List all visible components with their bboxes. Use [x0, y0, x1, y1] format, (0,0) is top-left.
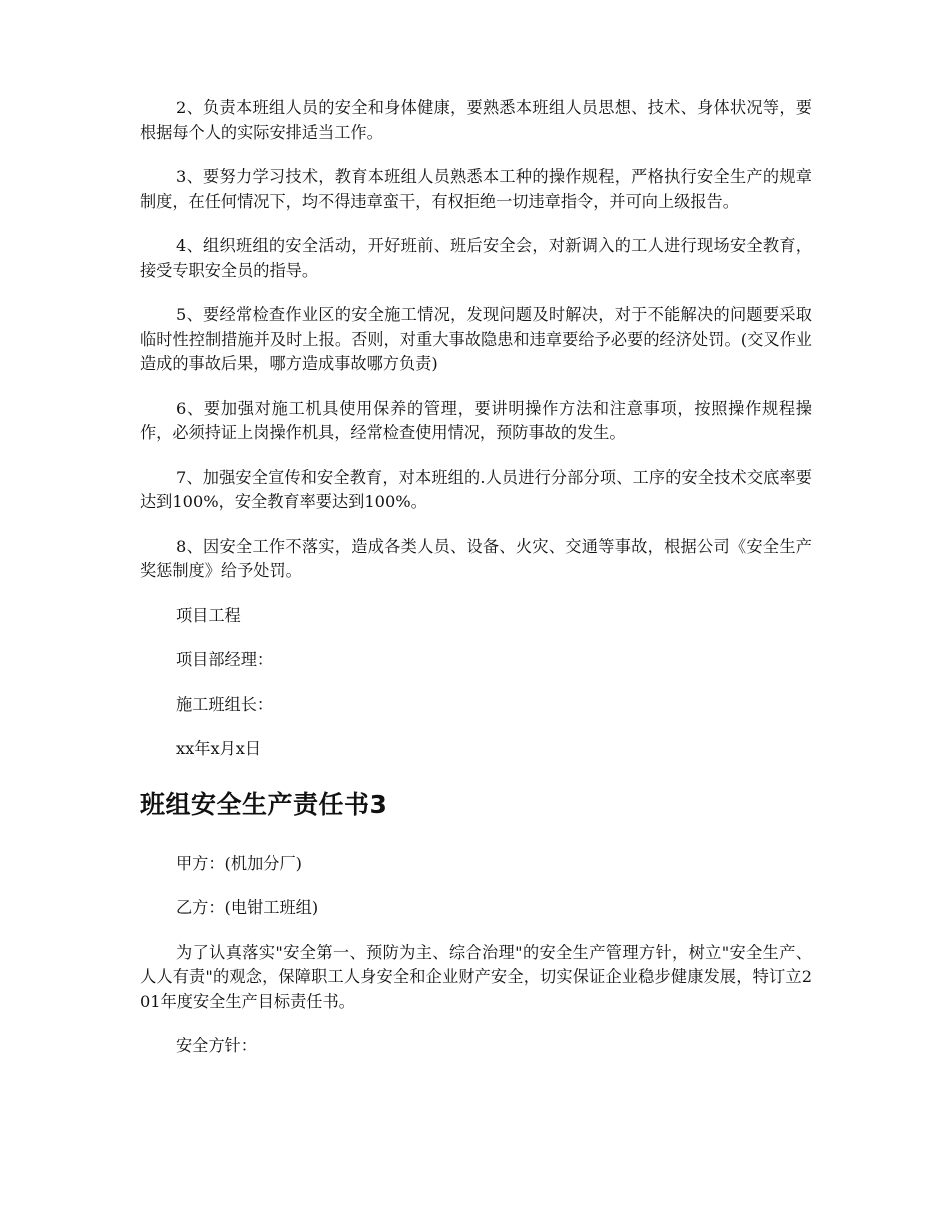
clause-8: 8、因安全工作不落实，造成各类人员、设备、火灾、交通等事故，根据公司《安全生产奖惩制度》给予处罚。: [140, 536, 812, 580]
signature-team-leader: 施工班组长：: [176, 694, 274, 714]
section-title: 班组安全生产责任书3: [140, 789, 388, 819]
clause-7: 7、加强安全宣传和安全教育，对本班组的.人员进行分部分项、工序的安全技术交底率要达到100%，安全教育率要达到100%。: [140, 467, 812, 511]
policy-label: 安全方针：: [176, 1036, 257, 1055]
clause-6: 6、要加强对施工机具使用保养的管理，要讲明操作方法和注意事项，按照操作规程操作，必须持证上岗操作机具，经常检查使用情况，预防事故的发生。: [140, 398, 812, 442]
document-page: [140, 96, 812, 1079]
intro-paragraph: 为了认真落实"安全第一、预防为主、综合治理"的安全生产管理方针，树立"安全生产、人人有责"的观念，保障职工人身安全和企业财产安全，切实保证企业稳步健康发展，特订立201年度安全生产目标责任书。: [140, 942, 812, 1011]
clause-5: 5、要经常检查作业区的安全施工情况，发现问题及时解决，对于不能解决的问题要采取临时性控制措施并及时上报。否则，对重大事故隐患和违章要给予必要的经济处罚。(交叉作业造成的事故后果，哪方造成事故哪方负责): [140, 305, 812, 373]
party-a: 甲方：(机加分厂): [176, 853, 302, 873]
signature-project: 项目工程: [176, 605, 241, 625]
signature-date: xx年x月x日: [176, 739, 262, 758]
clause-3: 3、要努力学习技术，教育本班组人员熟悉本工种的操作规程，严格执行安全生产的规章制度，在任何情况下，均不得违章蛮干，有权拒绝一切违章指令，并可向上级报告。: [140, 167, 812, 211]
clause-4: 4、组织班组的安全活动，开好班前、班后安全会，对新调入的工人进行现场安全教育，接受专职安全员的指导。: [140, 236, 812, 280]
party-b: 乙方：(电钳工班组): [176, 898, 319, 917]
clause-2: 2、负责本班组人员的安全和身体健康，要熟悉本班组人员思想、技术、身体状况等，要根据每个人的实际安排适当工作。: [140, 98, 812, 142]
signature-manager: 项目部经理：: [176, 650, 274, 669]
